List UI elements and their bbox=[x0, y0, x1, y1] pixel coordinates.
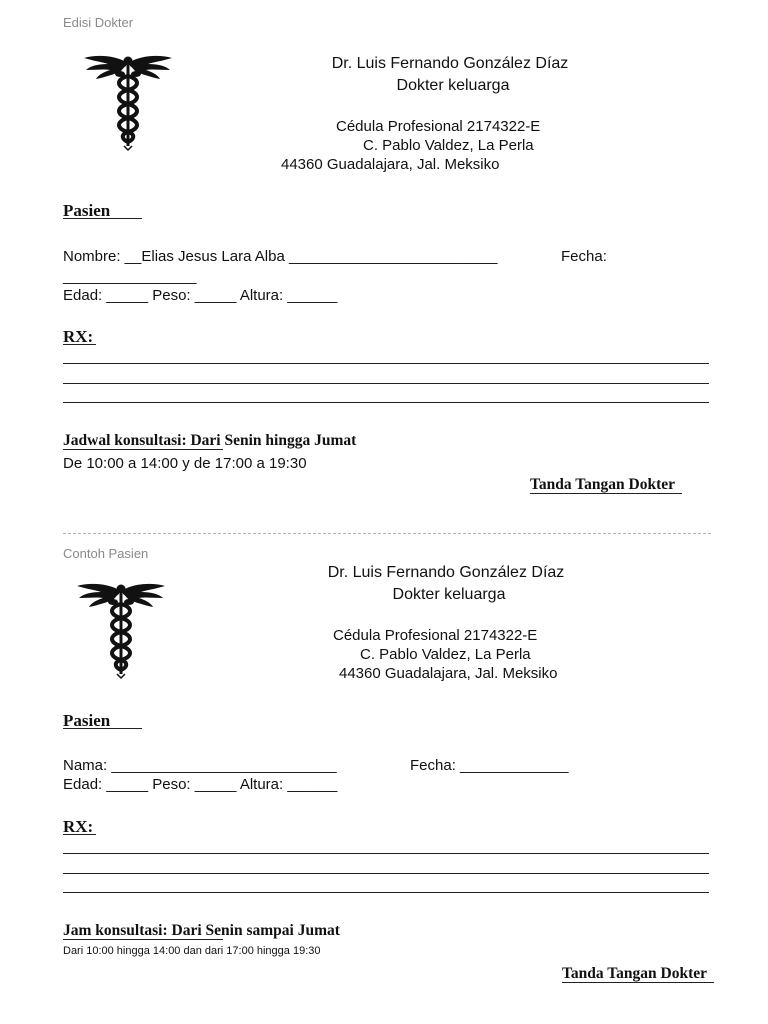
rx-line bbox=[63, 402, 709, 403]
schedule-heading-underline bbox=[63, 449, 223, 450]
date-field: Fecha: _____________ bbox=[410, 757, 569, 774]
rx-heading: RX: bbox=[63, 817, 94, 836]
address-street: C. Pablo Valdez, La Perla bbox=[360, 646, 531, 663]
rx-line bbox=[63, 853, 709, 854]
schedule-heading: Jadwal konsultasi: Dari Senin hingga Jumat bbox=[63, 432, 357, 449]
address-city: 44360 Guadalajara, Jal. Meksiko bbox=[339, 665, 558, 682]
patient-heading-underline bbox=[63, 218, 142, 219]
patient-heading: Pasien bbox=[63, 711, 111, 730]
measurements-field: Edad: _____ Peso: _____ Altura: ______ bbox=[63, 776, 338, 793]
edition-label: Edisi Dokter bbox=[63, 15, 134, 30]
rx-line bbox=[63, 363, 709, 364]
rx-heading-underline bbox=[63, 834, 96, 835]
date-blank: ________________ bbox=[63, 268, 197, 285]
patient-name-field: Nombre: __Elias Jesus Lara Alba _________________________ bbox=[63, 248, 498, 265]
doctor-specialty: Dokter keluarga bbox=[392, 586, 506, 603]
patient-name-field: Nama: ___________________________ bbox=[63, 757, 337, 774]
cut-separator bbox=[63, 533, 711, 534]
rx-line bbox=[63, 383, 709, 384]
schedule-heading: Jam konsultasi: Dari Senin sampai Jumat bbox=[63, 922, 340, 939]
cedula-profesional: Cédula Profesional 2174322-E bbox=[333, 627, 538, 644]
doctor-specialty: Dokter keluarga bbox=[396, 77, 510, 94]
doctor-name: Dr. Luis Fernando González Díaz bbox=[327, 564, 565, 581]
measurements-field: Edad: _____ Peso: _____ Altura: ______ bbox=[63, 287, 338, 304]
signature-label: Tanda Tangan Dokter bbox=[530, 476, 676, 493]
patient-heading: Pasien bbox=[63, 201, 111, 220]
date-label: Fecha: bbox=[561, 248, 607, 265]
cedula-profesional: Cédula Profesional 2174322-E bbox=[336, 118, 541, 135]
signature-label: Tanda Tangan Dokter bbox=[562, 965, 708, 982]
rx-line bbox=[63, 892, 709, 893]
schedule-heading-underline bbox=[63, 939, 223, 940]
rx-heading-underline bbox=[63, 344, 96, 345]
schedule-hours: Dari 10:00 hingga 14:00 dan dari 17:00 hingga 19:30 bbox=[63, 945, 321, 957]
edition-label: Contoh Pasien bbox=[63, 546, 149, 561]
schedule-hours: De 10:00 a 14:00 y de 17:00 a 19:30 bbox=[63, 455, 307, 472]
signature-underline bbox=[530, 493, 682, 494]
caduceus-icon bbox=[80, 52, 176, 152]
caduceus-icon bbox=[73, 580, 169, 680]
address-city: 44360 Guadalajara, Jal. Meksiko bbox=[281, 156, 500, 173]
rx-line bbox=[63, 873, 709, 874]
signature-underline bbox=[562, 982, 714, 983]
patient-heading-underline bbox=[63, 728, 142, 729]
rx-heading: RX: bbox=[63, 327, 94, 346]
address-street: C. Pablo Valdez, La Perla bbox=[363, 137, 534, 154]
doctor-name: Dr. Luis Fernando González Díaz bbox=[331, 55, 569, 72]
